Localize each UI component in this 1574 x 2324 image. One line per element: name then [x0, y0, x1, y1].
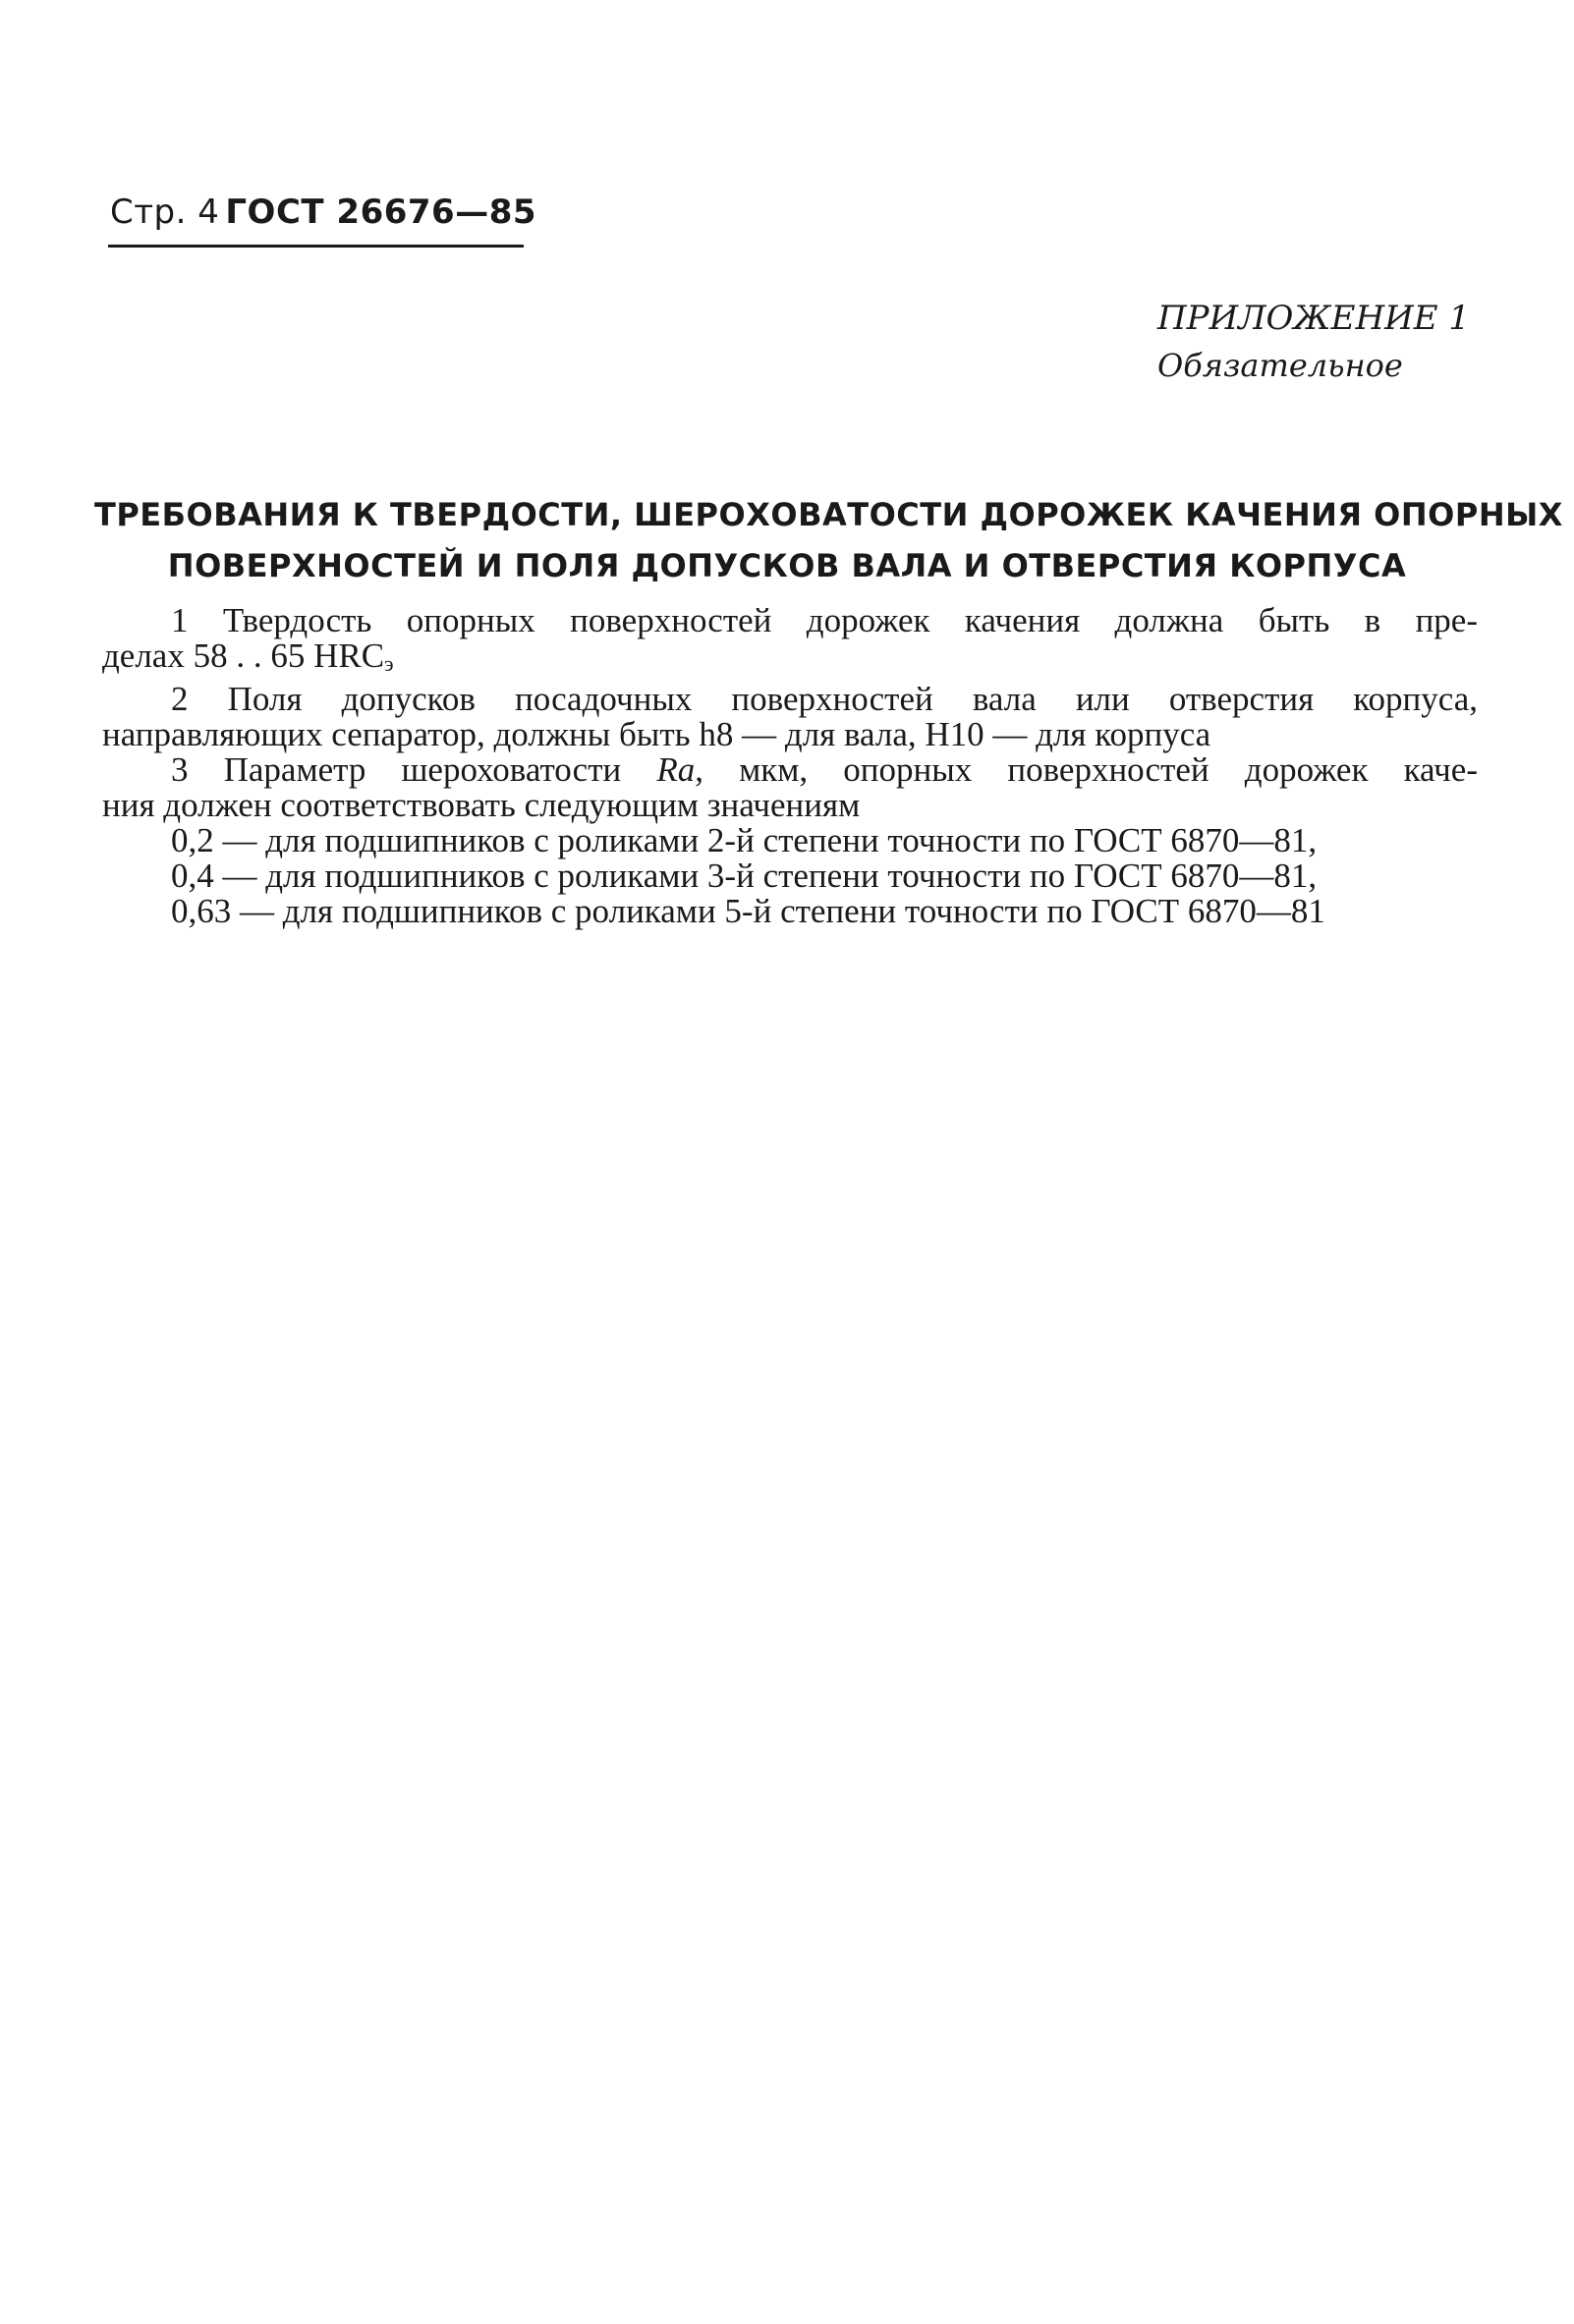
item-1-line-2 [102, 638, 1478, 682]
value-line-2: 0,4 — для подшипников с роликами 3-й степени точности по ГОСТ 6870—81, [171, 857, 1318, 895]
value-line-1: 0,2 — для подшипников с роликами 2-й степени точности по ГОСТ 6870—81, [171, 821, 1318, 859]
page-number: Стр. 4 [110, 193, 220, 232]
item-3-line-2: ния должен соответствовать следующим значениям [102, 786, 861, 824]
header-rule [108, 245, 524, 248]
item-3-text-b: , мкм, опорных поверхностей дорожек каче- [695, 750, 1478, 789]
ra-symbol: Ra [656, 750, 696, 789]
standard-number: ГОСТ 26676—85 [225, 193, 537, 232]
item-2-line-1: 2 Поля допусков посадочных поверхностей вала или отверстия корпуса, [171, 680, 1478, 718]
item-2-line-2: направляющих сепаратор, должны быть h8 — для вала, H10 — для корпуса [102, 715, 1211, 753]
hardness-range: делах 58 . . 65 HRC [102, 636, 385, 675]
appendix-status: Обязательное [1157, 347, 1403, 384]
appendix-title: ПРИЛОЖЕНИЕ 1 [1157, 299, 1471, 338]
item-3-text-a: 3 Параметр шероховатости [171, 750, 657, 789]
body-text [102, 603, 1478, 929]
running-header [110, 193, 536, 232]
item-3-line-1 [102, 752, 1478, 788]
title-line-2: ПОВЕРХНОСТЕЙ И ПОЛЯ ДОПУСКОВ ВАЛА И ОТВЕРСТИЯ КОРПУСА [167, 547, 1407, 584]
title-line-1: ТРЕБОВАНИЯ К ТВЕРДОСТИ, ШЕРОХОВАТОСТИ ДОРОЖЕК КАЧЕНИЯ ОПОРНЫХ [94, 496, 1563, 533]
value-line-3: 0,63 — для подшипников с роликами 5-й степени точности по ГОСТ 6870—81 [171, 892, 1325, 930]
item-1-line-1: 1 Твердость опорных поверхностей дорожек качения должна быть в пре- [171, 601, 1478, 639]
appendix-label [1157, 295, 1470, 389]
section-title [94, 489, 1563, 591]
hardness-subscript: э [384, 651, 394, 676]
